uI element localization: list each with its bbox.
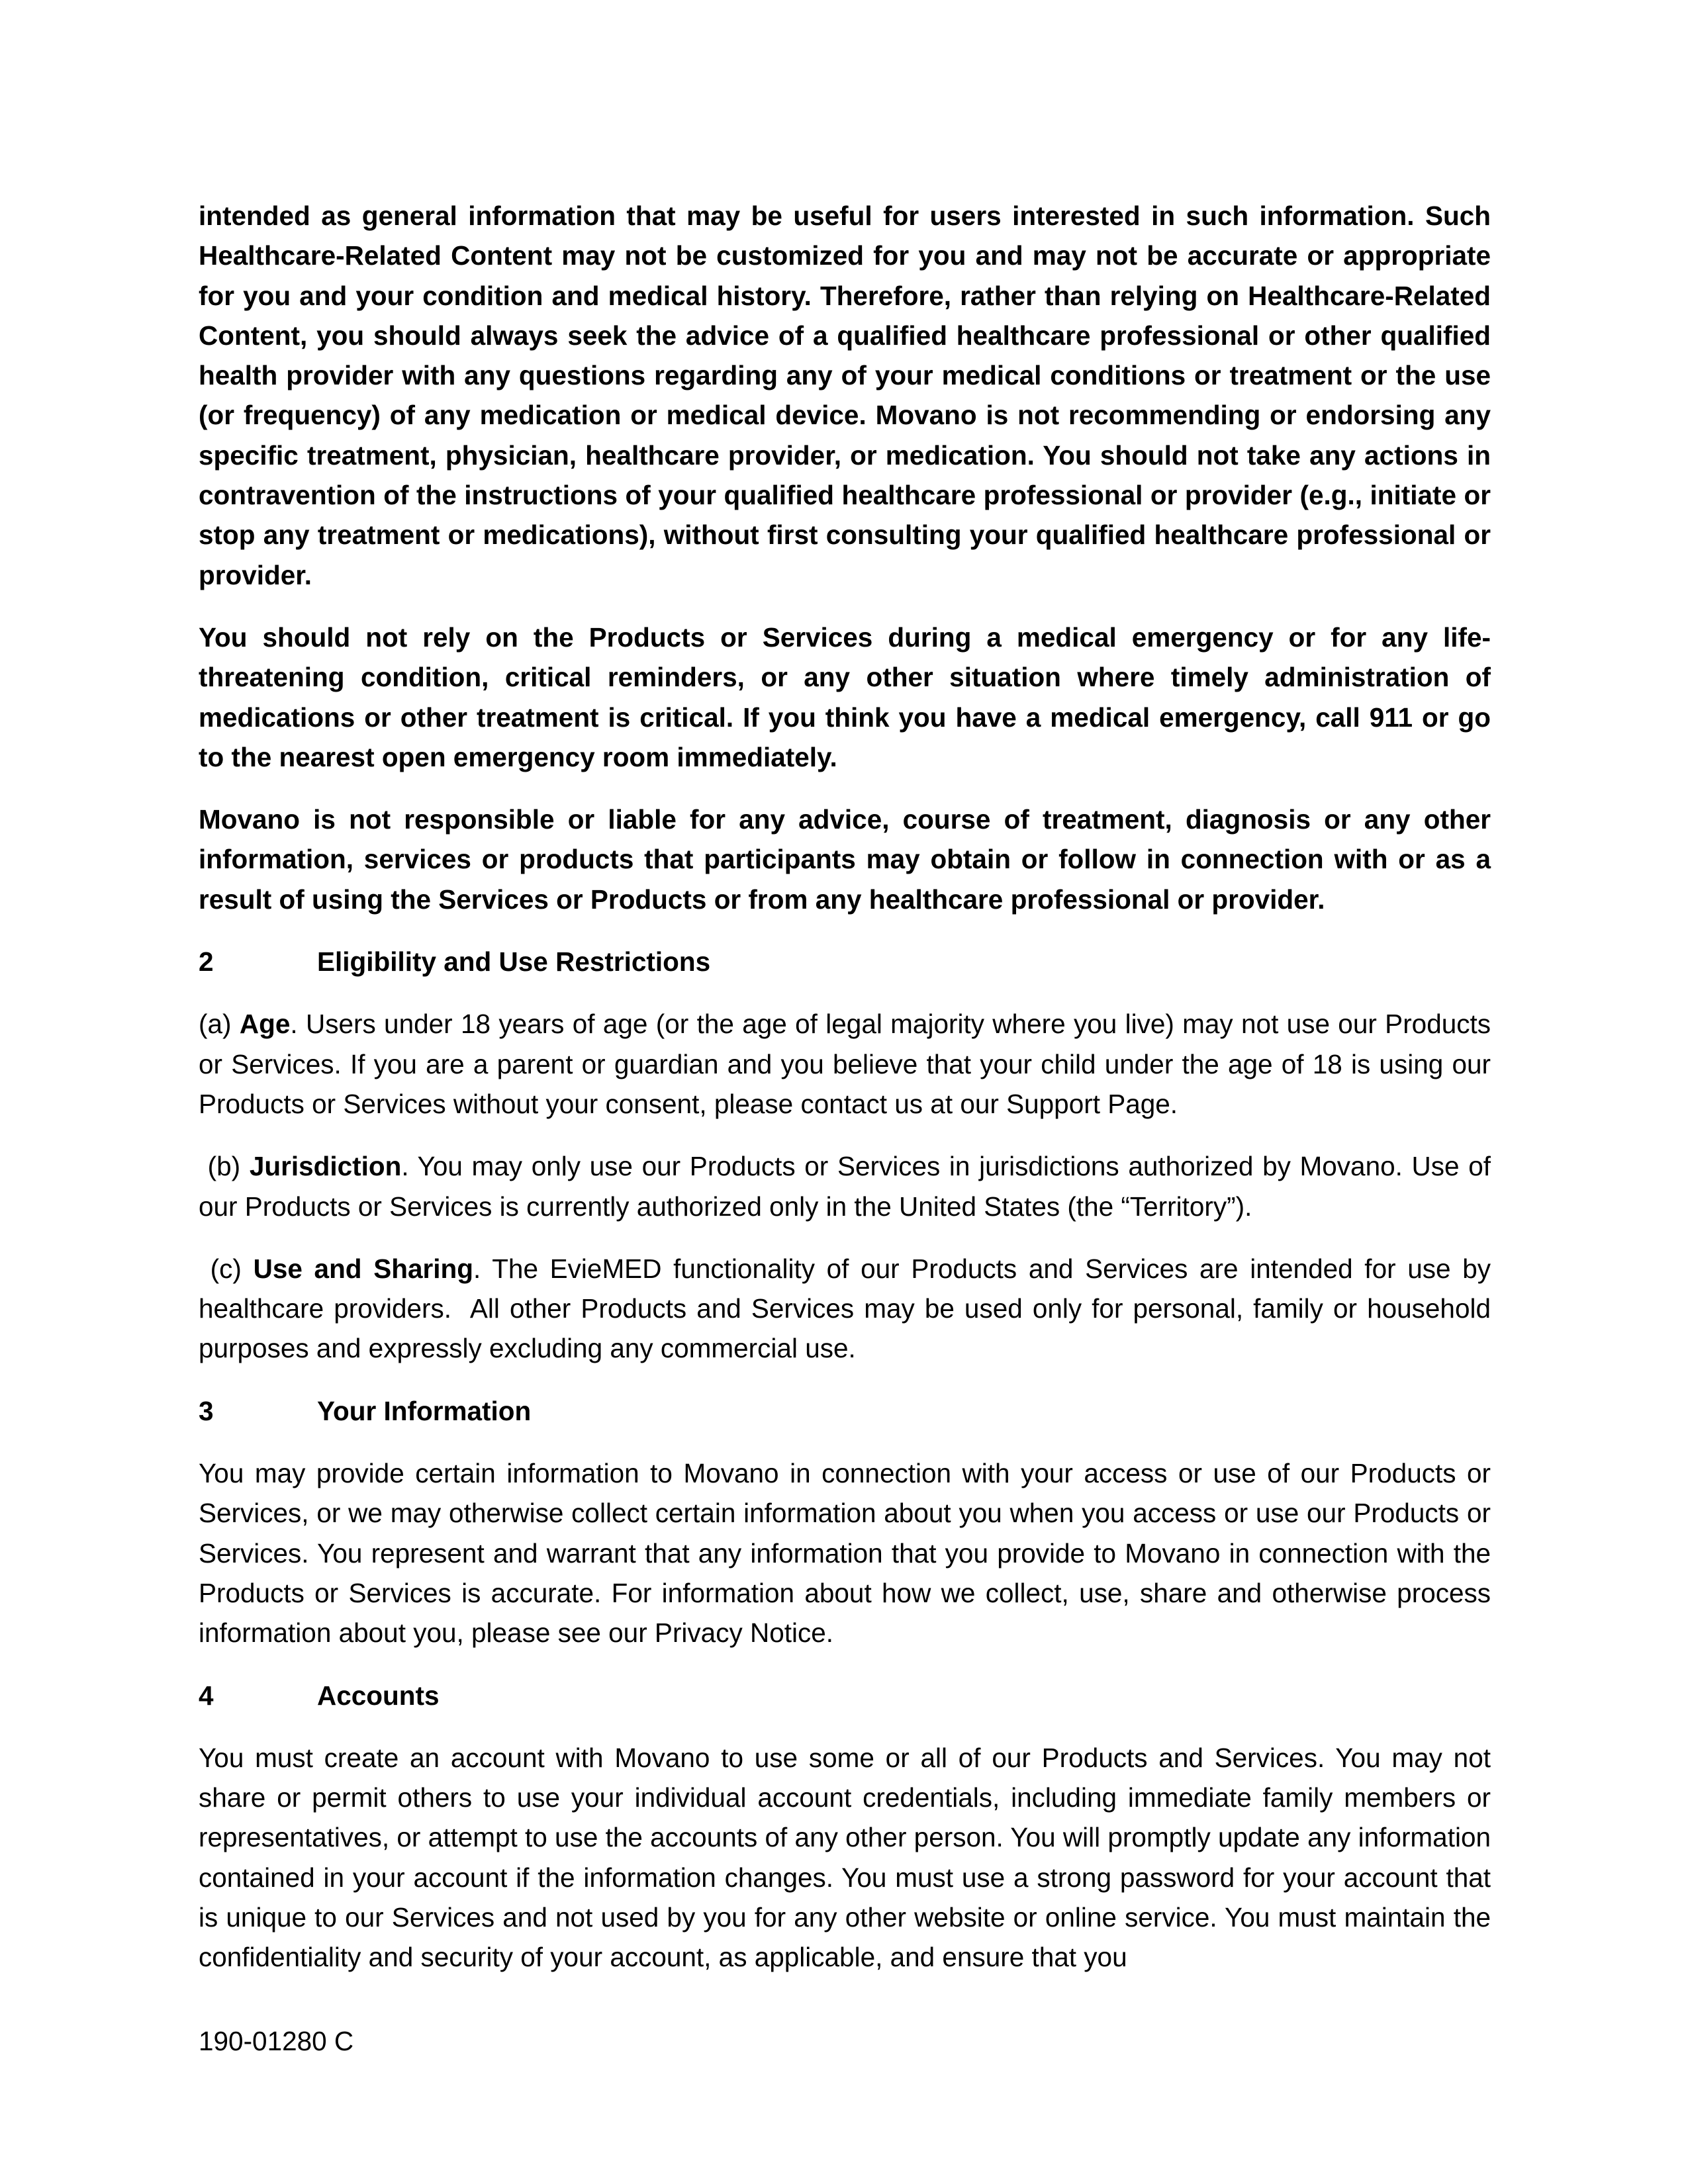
age-clause-text: . Users under 18 years of age (or the age of legal majority where you live) may not use our Products or Services. If you are a parent or guardian and you believe that your child under the age of 18 is using our Products or Services without your consent, please contact us at our Support Page. bbox=[199, 1009, 1491, 1119]
jurisdiction-clause-text: . You may only use our Products or Services in jurisdictions authorized by Movano. Use of our Products or Services is currently authorized only in the United States (the “Territory”). bbox=[199, 1151, 1491, 1222]
jurisdiction-clause bbox=[199, 1146, 1491, 1226]
section-2-title: Eligibility and Use Restrictions bbox=[317, 946, 711, 978]
document-code-footer: 190-01280 C bbox=[199, 2026, 354, 2056]
jurisdiction-clause-term: Jurisdiction bbox=[249, 1151, 402, 1182]
section-3-number: 3 bbox=[199, 1395, 214, 1426]
section-3-title: Your Information bbox=[317, 1395, 532, 1426]
use-and-sharing-clause bbox=[199, 1249, 1499, 1369]
age-clause bbox=[199, 1004, 1491, 1124]
liability-paragraph: Movano is not responsible or liable for any advice, course of treatment, diagnosis or any other information, services or products that participants may obtain or follow in connection with or as a result of using the Services or Products or from any healthcare professional or provider. bbox=[199, 804, 1491, 915]
section-4-title: Accounts bbox=[317, 1680, 440, 1711]
section-4-number: 4 bbox=[199, 1680, 214, 1711]
age-clause-prefix: (a) bbox=[199, 1009, 240, 1040]
use-and-sharing-clause-text: . The EvieMED functionality of our Products and Services are intended for use by healthcare providers. All other Products and Services may be used only for personal, family or household purposes and expressly excluding any commercial use. bbox=[199, 1253, 1499, 1364]
section-4-heading bbox=[199, 1676, 1491, 1715]
document-body bbox=[199, 196, 1499, 2000]
section-2-heading bbox=[199, 942, 1491, 981]
age-clause-term: Age bbox=[239, 1009, 291, 1040]
section-2-number: 2 bbox=[199, 946, 214, 978]
your-information-paragraph: You may provide certain information to Movano in connection with your access or use of our Products or Services, or we may otherwise collect certain information about you when you access or use our Products or Services. You represent and warrant that any information that you provide to Movano in connection with the Products or Services is accurate. For information about how we collect, use, share and otherwise process information about you, please see our Privacy Notice. bbox=[199, 1458, 1491, 1649]
medical-emergency-paragraph: You should not rely on the Products or Services during a medical emergency or for any life-threatening condition, critical reminders, or any other situation where timely administration of medications or other treatment is critical. If you think you have a medical emergency, call 911 or go to the nearest open emergency room immediately. bbox=[199, 621, 1491, 772]
accounts-paragraph: You must create an account with Movano to use some or all of our Products and Services. You may not share or permit others to use your individual account credentials, including immediate family members or representatives, or attempt to use the accounts of any other person. You will promptly update any information contained in your account if the information changes. You must use a strong password for your account that is unique to our Services and not used by you for any other website or online service. You must maintain the confidentiality and security of your account, as applicable, and ensure that you bbox=[199, 1742, 1491, 1973]
healthcare-content-paragraph: intended as general information that may be useful for users interested in such information. Such Healthcare-Related Content may not be customized for you and may not be accurate or appropriate for you and your condition and medical history. Therefore, rather than relying on Healthcare-Related Content, you should always seek the advice of a qualified healthcare professional or other qualified health provider with any questions regarding any of your medical conditions or treatment or the use (or frequency) of any medication or medical device. Movano is not recommending or endorsing any specific treatment, physician, healthcare provider, or medication. You should not take any actions in contravention of the instructions of your qualified healthcare professional or provider (e.g., initiate or stop any treatment or medications), without first consulting your qualified healthcare professional or provider. bbox=[199, 201, 1491, 590]
jurisdiction-clause-prefix: (b) bbox=[199, 1151, 250, 1182]
section-3-heading bbox=[199, 1391, 1491, 1431]
use-and-sharing-clause-term: Use and Sharing bbox=[253, 1253, 473, 1284]
use-and-sharing-clause-prefix: (c) bbox=[199, 1253, 254, 1284]
